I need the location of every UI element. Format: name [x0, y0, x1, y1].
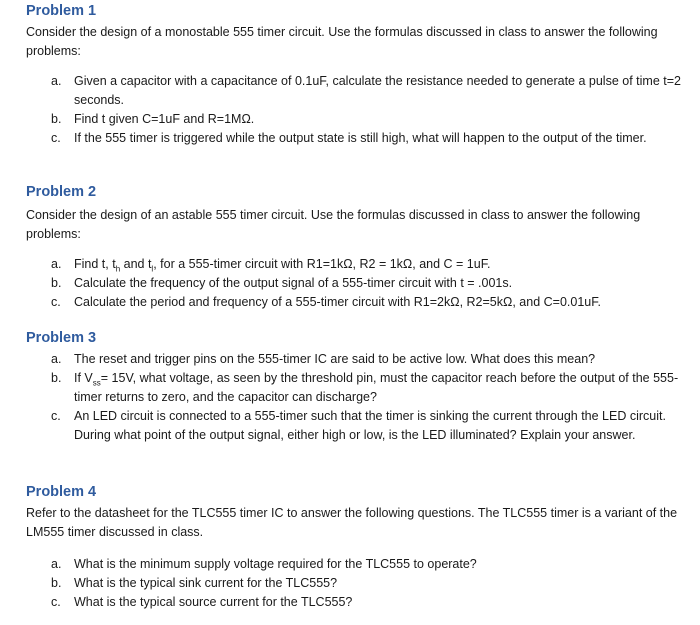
problem-2-section — [26, 183, 690, 312]
problem-2-list — [26, 255, 690, 312]
item-marker: b. — [51, 276, 62, 290]
item-marker: a. — [51, 74, 62, 88]
item-text: What is the typical sink current for the TLC555? — [74, 576, 338, 590]
item-text: What is the typical source current for the TLC555? — [74, 595, 353, 609]
item-marker: b. — [51, 112, 62, 126]
problem-3-item-b — [26, 369, 690, 407]
problem-2-intro: Consider the design of an astable 555 timer circuit. Use the formulas discussed in class to answer the following problems: — [26, 208, 641, 241]
item-marker: b. — [51, 371, 62, 385]
item-marker: c. — [51, 131, 61, 145]
problem-3-section — [26, 329, 690, 445]
item-text: The reset and trigger pins on the 555-timer IC are said to be active low. What does this mean? — [74, 352, 596, 366]
item-text: An LED circuit is connected to a 555-timer such that the timer is sinking the current through the LED circuit. During what point of the output signal, either high or low, is the LED illuminated? Explain your answer. — [74, 409, 666, 442]
problem-4-intro: Refer to the datasheet for the TLC555 timer IC to answer the following questions. The TLC555 timer is a variant of the LM555 timer discussed in class. — [26, 506, 678, 539]
item-marker: a. — [51, 257, 62, 271]
item-marker: c. — [51, 295, 61, 309]
problem-2-heading: Problem 2 — [26, 184, 97, 200]
problem-3-item-a — [26, 350, 690, 369]
item-text: If $V_{ss}= 15V$, what voltage, as seen by the threshold pin, must the capacitor reach before the output of the 555-timer returns to zero, and the capacitor can discharge? — [74, 371, 679, 404]
item-marker: b. — [51, 576, 62, 590]
problem-3-list — [26, 350, 690, 445]
item-marker: a. — [51, 557, 62, 571]
problem-4-heading: Problem 4 — [26, 484, 97, 500]
problem-1-item-a — [26, 72, 690, 110]
item-marker: c. — [51, 409, 61, 423]
problem-2-item-c — [26, 293, 690, 312]
item-marker: c. — [51, 595, 61, 609]
problem-2-item-b — [26, 274, 690, 293]
problem-4-list — [26, 555, 690, 612]
problem-4-section — [26, 483, 690, 612]
item-text: Calculate the period and frequency of a 555-timer circuit with R1=2kΩ, R2=5kΩ, and C=0.01uF. — [74, 295, 601, 309]
problem-3-heading: Problem 3 — [26, 330, 97, 346]
item-text: Find t, $t_h$ and $t_l$, for a 555-timer circuit with R1=1kΩ, R2 = 1kΩ, and C = 1uF. — [74, 257, 491, 274]
problem-4-item-c — [26, 593, 690, 612]
item-text: Find t given C=1uF and R=1MΩ. — [74, 112, 255, 126]
item-text: Given a capacitor with a capacitance of 0.1uF, calculate the resistance needed to generate a pulse of time t=2 seconds. — [74, 74, 681, 107]
problem-1-intro: Consider the design of a monostable 555 timer circuit. Use the formulas discussed in class to answer the following problems: — [26, 25, 658, 58]
problem-4-item-a — [26, 555, 690, 574]
problem-3-item-c — [26, 407, 690, 445]
problem-1-list — [26, 72, 690, 148]
item-text: Calculate the frequency of the output signal of a 555-timer circuit with t = .001s. — [74, 276, 513, 290]
problem-1-item-c — [26, 129, 690, 148]
problem-2-item-a — [26, 255, 690, 274]
problem-4-item-b — [26, 574, 690, 593]
item-text: What is the minimum supply voltage required for the TLC555 to operate? — [74, 557, 477, 571]
problem-1-item-b — [26, 110, 690, 129]
item-text: If the 555 timer is triggered while the output state is still high, what will happen to the output of the timer. — [74, 131, 647, 145]
problem-1-section — [26, 2, 690, 148]
item-marker: a. — [51, 352, 62, 366]
problem-1-heading: Problem 1 — [26, 3, 97, 19]
